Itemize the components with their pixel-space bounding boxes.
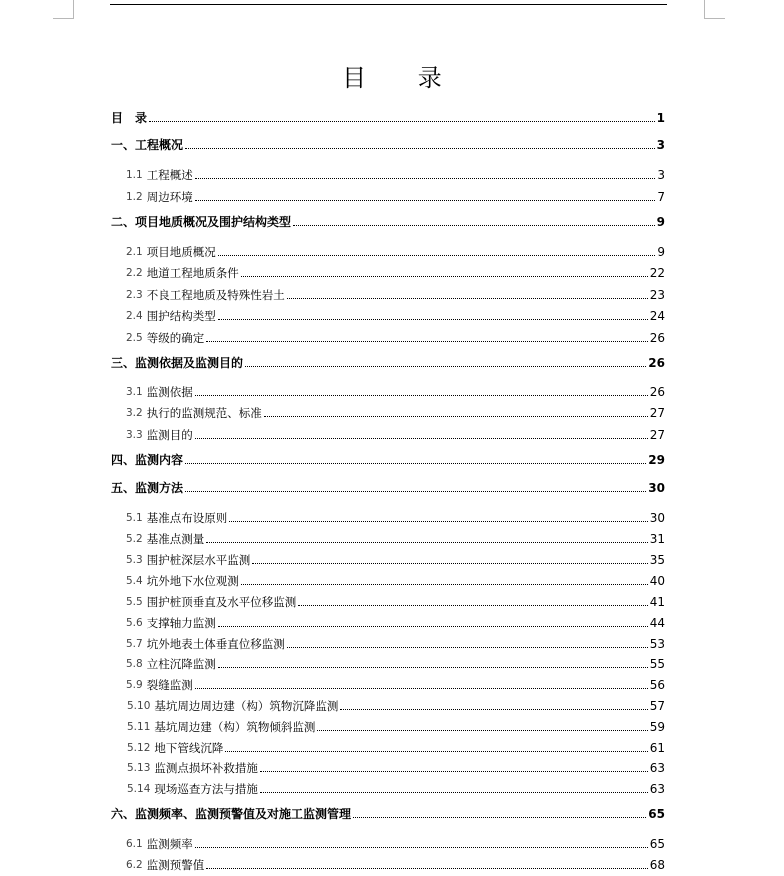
toc-entry-section[interactable] <box>126 167 665 183</box>
toc-entry-number: 5.11 <box>127 721 151 733</box>
toc-entry-page-number: 61 <box>649 741 665 755</box>
toc-entry-section[interactable] <box>126 857 665 873</box>
toc-entry-number: 5.14 <box>127 783 151 795</box>
toc-entry-number: 6.1 <box>126 838 143 850</box>
toc-dot-leader <box>206 542 648 543</box>
toc-dot-leader <box>149 121 655 122</box>
toc-entry-section[interactable] <box>127 760 665 776</box>
toc-dot-leader <box>195 688 648 689</box>
toc-entry-page-number: 26 <box>649 331 665 345</box>
toc-entry-chapter[interactable] <box>111 110 665 126</box>
toc-entry-section[interactable] <box>126 531 665 547</box>
toc-entry-number: 2.5 <box>126 332 143 344</box>
toc-entry-section[interactable] <box>126 189 665 205</box>
toc-entry-label: 坑外地下水位观测 <box>146 574 239 588</box>
toc-entry-label: 现场巡查方法与措施 <box>154 782 258 796</box>
toc-entry-chapter[interactable] <box>111 452 665 468</box>
toc-entry-number: 2.3 <box>126 289 143 301</box>
toc-entry-number: 3.2 <box>126 407 143 419</box>
toc-entry-label: 监测频率 <box>146 837 193 851</box>
toc-entry-section[interactable] <box>126 510 665 526</box>
toc-entry-section[interactable] <box>126 330 665 346</box>
toc-dot-leader <box>241 584 648 585</box>
toc-entry-label: 地道工程地质条件 <box>146 266 239 280</box>
toc-entry-section[interactable] <box>126 552 665 568</box>
toc-entry-label: 基坑周边周边建（构）筑物沉降监测 <box>154 699 339 713</box>
toc-entry-label: 围护结构类型 <box>146 309 216 323</box>
toc-dot-leader <box>317 730 647 731</box>
toc-entry-label: 坑外地表土体垂直位移监测 <box>146 637 285 651</box>
toc-entry-label: 目 录 <box>111 111 148 125</box>
toc-entry-label: 地下管线沉降 <box>154 741 224 755</box>
toc-entry-label: 项目地质概况 <box>146 245 216 259</box>
toc-entry-page-number: 27 <box>649 406 665 420</box>
toc-entry-label: 立柱沉降监测 <box>146 657 216 671</box>
toc-entry-page-number: 57 <box>649 699 665 713</box>
toc-entry-section[interactable] <box>127 698 665 714</box>
toc-entry-label: 支撑轴力监测 <box>146 616 216 630</box>
toc-entry-page-number: 1 <box>656 111 665 125</box>
toc-entry-section[interactable] <box>127 781 665 797</box>
toc-title: 目 录 <box>342 64 464 92</box>
toc-entry-section[interactable] <box>127 740 665 756</box>
toc-entry-label: 监测预警值 <box>146 858 205 872</box>
toc-entry-label: 监测点损坏补救措施 <box>154 761 258 775</box>
toc-entry-number: 5.8 <box>126 658 143 670</box>
toc-dot-leader <box>264 416 648 417</box>
toc-entry-label: 工程概述 <box>146 168 193 182</box>
toc-entry-section[interactable] <box>126 265 665 281</box>
toc-entry-number: 5.10 <box>127 700 151 712</box>
toc-dot-leader <box>252 563 648 564</box>
toc-entry-page-number: 7 <box>657 190 665 204</box>
toc-entry-label: 二、项目地质概况及围护结构类型 <box>111 215 292 229</box>
toc-entry-page-number: 68 <box>649 858 665 872</box>
toc-entry-page-number: 63 <box>649 761 665 775</box>
toc-entry-label: 监测目的 <box>146 428 193 442</box>
toc-dot-leader <box>353 817 646 818</box>
toc-dot-leader <box>206 868 648 869</box>
toc-dot-leader <box>195 178 656 179</box>
toc-dot-leader <box>225 751 647 752</box>
toc-entry-page-number: 65 <box>648 807 665 821</box>
toc-entry-chapter[interactable] <box>111 137 665 153</box>
toc-dot-leader <box>218 255 656 256</box>
toc-dot-leader <box>260 792 648 793</box>
toc-entry-number: 6.2 <box>126 859 143 871</box>
toc-dot-leader <box>195 395 648 396</box>
toc-entry-label: 不良工程地质及特殊性岩土 <box>146 288 285 302</box>
toc-entry-section[interactable] <box>126 836 665 852</box>
toc-entry-section[interactable] <box>126 636 665 652</box>
toc-entry-label: 围护桩顶垂直及水平位移监测 <box>146 595 297 609</box>
toc-entry-number: 5.13 <box>127 762 151 774</box>
toc-entry-section[interactable] <box>126 384 665 400</box>
toc-entry-label: 监测依据 <box>146 385 193 399</box>
toc-dot-leader <box>195 438 648 439</box>
toc-entry-number: 1.2 <box>126 191 143 203</box>
toc-entry-number: 5.7 <box>126 638 143 650</box>
toc-entry-number: 2.1 <box>126 246 143 258</box>
toc-entry-label: 基准点布设原则 <box>146 511 228 525</box>
toc-dot-leader <box>185 463 646 464</box>
toc-entry-page-number: 27 <box>649 428 665 442</box>
toc-entry-number: 5.9 <box>126 679 143 691</box>
toc-dot-leader <box>245 366 646 367</box>
toc-entry-number: 3.3 <box>126 429 143 441</box>
toc-entry-number: 5.3 <box>126 554 143 566</box>
toc-entry-page-number: 3 <box>656 138 665 152</box>
toc-entry-page-number: 40 <box>649 574 665 588</box>
toc-dot-leader <box>206 341 648 342</box>
toc-entry-chapter[interactable] <box>111 480 665 496</box>
toc-dot-leader <box>195 847 648 848</box>
toc-entry-page-number: 59 <box>649 720 665 734</box>
toc-entry-page-number: 29 <box>648 453 665 467</box>
toc-entry-page-number: 44 <box>649 616 665 630</box>
toc-entry-number: 5.4 <box>126 575 143 587</box>
toc-entry-number: 5.12 <box>127 742 151 754</box>
toc-dot-leader <box>218 626 648 627</box>
toc-entry-section[interactable] <box>126 615 665 631</box>
toc-entry-page-number: 55 <box>649 657 665 671</box>
toc-entry-page-number: 63 <box>649 782 665 796</box>
toc-entry-page-number: 35 <box>649 553 665 567</box>
toc-entry-label: 裂缝监测 <box>146 678 193 692</box>
toc-entry-number: 5.6 <box>126 617 143 629</box>
toc-entry-section[interactable] <box>127 719 665 735</box>
toc-entry-label: 一、工程概况 <box>111 138 184 152</box>
toc-dot-leader <box>241 276 648 277</box>
toc-entry-label: 基准点测量 <box>146 532 205 546</box>
toc-entry-label: 围护桩深层水平监测 <box>146 553 251 567</box>
toc-dot-leader <box>287 298 648 299</box>
toc-entry-label: 周边环境 <box>146 190 193 204</box>
toc-entry-page-number: 9 <box>657 245 665 259</box>
toc-entry-chapter[interactable] <box>111 214 665 230</box>
toc-entry-number: 2.4 <box>126 310 143 322</box>
toc-entry-section[interactable] <box>126 427 665 443</box>
toc-entry-section[interactable] <box>126 244 665 260</box>
toc-entry-section[interactable] <box>126 594 665 610</box>
toc-entry-section[interactable] <box>126 287 665 303</box>
toc-entry-label: 三、监测依据及监测目的 <box>111 356 244 370</box>
toc-dot-leader <box>260 771 648 772</box>
toc-entry-page-number: 30 <box>649 511 665 525</box>
toc-entry-section[interactable] <box>126 573 665 589</box>
toc-entry-page-number: 31 <box>649 532 665 546</box>
toc-dot-leader <box>293 225 655 226</box>
toc-entry-number: 1.1 <box>126 169 143 181</box>
toc-entry-label: 执行的监测规范、标准 <box>146 406 262 420</box>
toc-dot-leader <box>298 605 648 606</box>
toc-entry-page-number: 3 <box>657 168 665 182</box>
toc-entry-section[interactable] <box>126 308 665 324</box>
toc-dot-leader <box>218 319 648 320</box>
toc-entry-page-number: 23 <box>649 288 665 302</box>
toc-dot-leader <box>185 148 655 149</box>
toc-dot-leader <box>287 647 648 648</box>
toc-entry-section[interactable] <box>126 405 665 421</box>
toc-entry-label: 等级的确定 <box>146 331 205 345</box>
toc-entry-label: 六、监测频率、监测预警值及对施工监测管理 <box>111 807 352 821</box>
toc-entry-page-number: 65 <box>649 837 665 851</box>
toc-entry-chapter[interactable] <box>111 806 665 822</box>
toc-entry-number: 2.2 <box>126 267 143 279</box>
toc-dot-leader <box>195 200 656 201</box>
toc-entry-page-number: 24 <box>649 309 665 323</box>
toc-dot-leader <box>218 667 648 668</box>
toc-entry-label: 基坑周边建（构）筑物倾斜监测 <box>154 720 316 734</box>
toc-entry-page-number: 53 <box>649 637 665 651</box>
toc-entry-number: 5.5 <box>126 596 143 608</box>
toc-entry-number: 3.1 <box>126 386 143 398</box>
toc-entry-page-number: 26 <box>648 356 665 370</box>
toc-entry-section[interactable] <box>126 677 665 693</box>
toc-dot-leader <box>229 521 648 522</box>
toc-dot-leader <box>340 709 647 710</box>
toc-dot-leader <box>185 491 646 492</box>
toc-entry-page-number: 9 <box>656 215 665 229</box>
toc-entry-chapter[interactable] <box>111 355 665 371</box>
toc-entry-number: 5.1 <box>126 512 143 524</box>
toc-entry-label: 四、监测内容 <box>111 453 184 467</box>
toc-entry-page-number: 41 <box>649 595 665 609</box>
toc-entry-page-number: 30 <box>648 481 665 495</box>
toc-entry-number: 5.2 <box>126 533 143 545</box>
toc-entry-section[interactable] <box>126 656 665 672</box>
toc-entry-label: 五、监测方法 <box>111 481 184 495</box>
toc-entry-page-number: 56 <box>649 678 665 692</box>
toc-entry-page-number: 22 <box>649 266 665 280</box>
toc-entry-page-number: 26 <box>649 385 665 399</box>
